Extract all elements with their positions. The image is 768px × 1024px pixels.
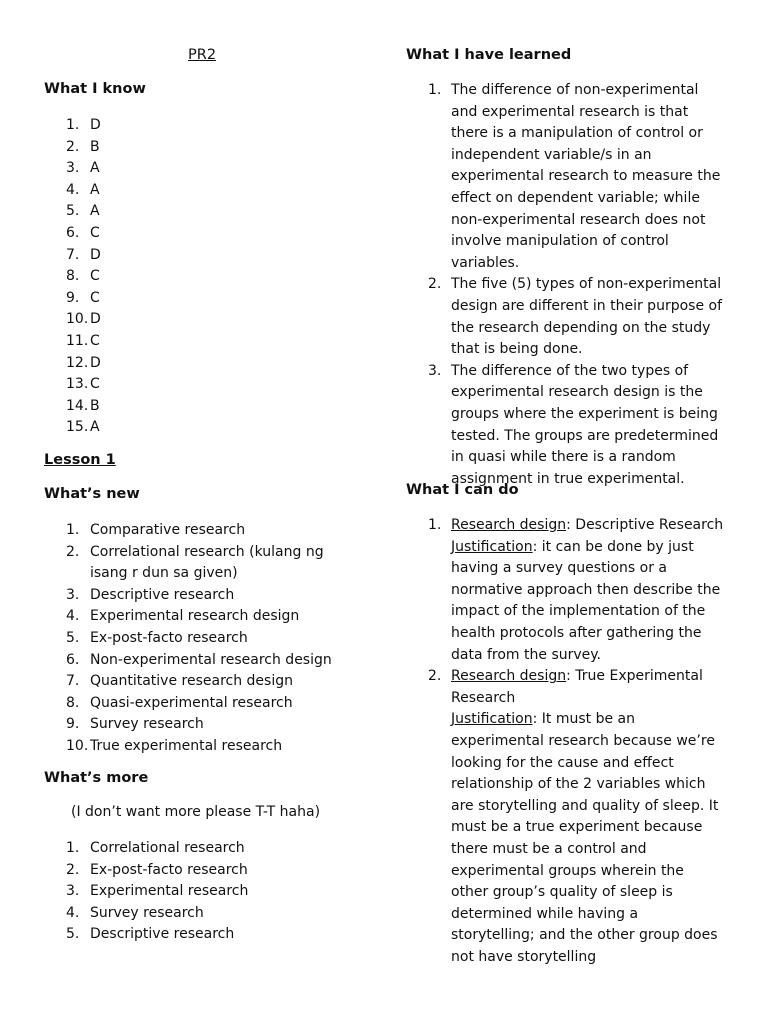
answer-item (44, 137, 244, 159)
answer-item (44, 201, 244, 223)
whats-new-list (44, 520, 364, 758)
list-number: 2. (66, 543, 80, 560)
whats-new-item (44, 542, 364, 585)
answer-item (44, 331, 244, 353)
answer-item (44, 245, 244, 267)
list-text: The difference of the two types of experimental research design is the groups where the experiment is being tested. The groups are predetermined in quasi while there is a random assignment in true experimental. (451, 362, 719, 487)
list-number: 6. (66, 651, 80, 668)
whats-new-item (44, 628, 364, 650)
answer-item (44, 158, 244, 180)
list-text: Ex-post-facto research (90, 629, 248, 646)
whats-more-item (44, 924, 364, 946)
whats-more-list (44, 838, 364, 946)
answer-item (44, 309, 244, 331)
list-text: C (90, 289, 100, 306)
whats-new-item (44, 671, 364, 693)
list-number: 5. (66, 203, 80, 220)
list-text: The difference of non-experimental and experimental research is that there is a manipulation of control or independent variable/s in an experimental research to measure the effect on dependent variable; while non-experimental research does not involve manipulation of control variables. (451, 82, 721, 271)
can-do-item (428, 515, 724, 666)
list-number: 4. (66, 608, 80, 625)
justification-value: : it can be done by just having a survey questions or a normative approach then describe the impact of the implementation of the health protocols after gathering the data from the survey. (451, 538, 721, 663)
justification-value: : It must be an experimental research because we’re looking for the cause and effect relationship of the 2 variables which are storytelling and quality of sleep. It must be a true experiment because there must be a control and experimental groups wherein the other group’s quality of sleep is determined while having a storytelling; and the other group does not have storytelling (451, 711, 719, 965)
list-number: 5. (66, 629, 80, 646)
answer-item (44, 266, 244, 288)
whats-new-item (44, 736, 364, 758)
list-text: Non-experimental research design (90, 651, 332, 668)
whats-more-item (44, 860, 364, 882)
list-text: C (90, 332, 100, 349)
list-number: 1. (66, 522, 80, 538)
learned-item (428, 80, 724, 274)
list-number: 1. (66, 117, 80, 133)
document-title: PR2 (188, 47, 217, 63)
list-number: 2. (66, 138, 80, 155)
list-number: 10. (66, 311, 89, 328)
whats-new-item (44, 606, 364, 628)
whats-new-item (44, 585, 364, 607)
heading-whats-more: What’s more (44, 770, 149, 786)
list-number: 1. (428, 517, 442, 533)
whats-new-item (44, 520, 364, 542)
list-number: 7. (66, 673, 80, 690)
list-number: 7. (66, 246, 80, 263)
justification-label: Justification (451, 711, 533, 728)
list-text: Quantitative research design (90, 673, 293, 690)
answer-item (44, 115, 244, 137)
learned-item (428, 361, 724, 491)
research-design-value: : Descriptive Research (566, 517, 724, 533)
list-number: 6. (66, 224, 80, 241)
list-text: D (90, 311, 101, 328)
answer-list (44, 115, 244, 439)
list-number: 12. (66, 354, 89, 371)
list-text: Descriptive research (90, 586, 235, 603)
list-text: B (90, 138, 100, 155)
list-number: 8. (66, 268, 80, 285)
list-text: The five (5) types of non-experimental design are different in their purpose of the research depending on the study that is being done. (451, 276, 722, 358)
list-text: C (90, 376, 100, 393)
list-number: 9. (66, 716, 80, 733)
list-number: 4. (66, 181, 80, 198)
answer-item (44, 374, 244, 396)
can-do-text (451, 666, 724, 968)
can-do-list (428, 515, 724, 968)
learned-item (428, 274, 724, 360)
research-design-label: Research design (451, 668, 567, 685)
list-text: D (90, 117, 101, 133)
answer-item (44, 396, 244, 418)
answer-item (44, 180, 244, 202)
justification-label: Justification (451, 538, 533, 555)
list-number: 3. (428, 362, 442, 379)
can-do-item (428, 666, 724, 968)
list-number: 13. (66, 376, 89, 393)
list-number: 10. (66, 737, 89, 754)
list-number: 2. (428, 276, 442, 293)
list-text: True experimental research (90, 737, 283, 754)
whats-more-item (44, 881, 364, 903)
list-text: D (90, 246, 101, 263)
list-number: 11. (66, 332, 89, 349)
list-text: Correlational research (90, 840, 245, 856)
list-number: 3. (66, 586, 80, 603)
heading-whats-new: What’s new (44, 486, 140, 502)
list-text: Survey research (90, 904, 204, 921)
heading-what-i-know: What I know (44, 81, 146, 97)
list-number: 2. (66, 861, 80, 878)
list-number: 3. (66, 883, 80, 900)
list-text: C (90, 224, 100, 241)
list-text: A (90, 419, 100, 436)
list-text: Descriptive research (90, 926, 235, 943)
research-design-value: : True Experimental Research (451, 668, 703, 706)
answer-item (44, 417, 244, 439)
heading-what-i-can-do: What I can do (406, 482, 519, 498)
list-text: B (90, 397, 100, 414)
list-number: 2. (428, 668, 442, 685)
whats-new-item (44, 650, 364, 672)
answer-item (44, 353, 244, 375)
list-number: 5. (66, 926, 80, 943)
list-number: 3. (66, 160, 80, 177)
list-number: 4. (66, 904, 80, 921)
list-number: 8. (66, 694, 80, 711)
list-text: Comparative research (90, 522, 246, 538)
list-text: A (90, 203, 100, 220)
list-text: C (90, 268, 100, 285)
lesson-label: Lesson 1 (44, 452, 116, 468)
list-text: Survey research (90, 716, 204, 733)
answer-item (44, 223, 244, 245)
list-text: Ex-post-facto research (90, 861, 248, 878)
list-text: Experimental research (90, 883, 249, 900)
whats-more-item (44, 903, 364, 925)
list-text: Correlational research (kulang ng isang r dun sa given) (90, 543, 324, 582)
list-number: 14. (66, 397, 89, 414)
whats-more-item (44, 838, 364, 860)
learned-list (428, 80, 724, 490)
list-number: 1. (428, 82, 442, 98)
list-text: A (90, 160, 100, 177)
whats-new-item (44, 693, 364, 715)
list-text: Experimental research design (90, 608, 300, 625)
heading-what-i-have-learned: What I have learned (406, 47, 572, 63)
list-number: 9. (66, 289, 80, 306)
list-number: 15. (66, 419, 89, 436)
answer-item (44, 288, 244, 310)
list-number: 1. (66, 840, 80, 856)
can-do-text (451, 515, 724, 666)
list-text: A (90, 181, 100, 198)
research-design-label: Research design (451, 517, 567, 533)
list-text: Quasi-experimental research (90, 694, 293, 711)
whats-new-item (44, 714, 364, 736)
list-text: D (90, 354, 101, 371)
whats-more-note: (I don’t want more please T-T haha) (71, 804, 321, 820)
